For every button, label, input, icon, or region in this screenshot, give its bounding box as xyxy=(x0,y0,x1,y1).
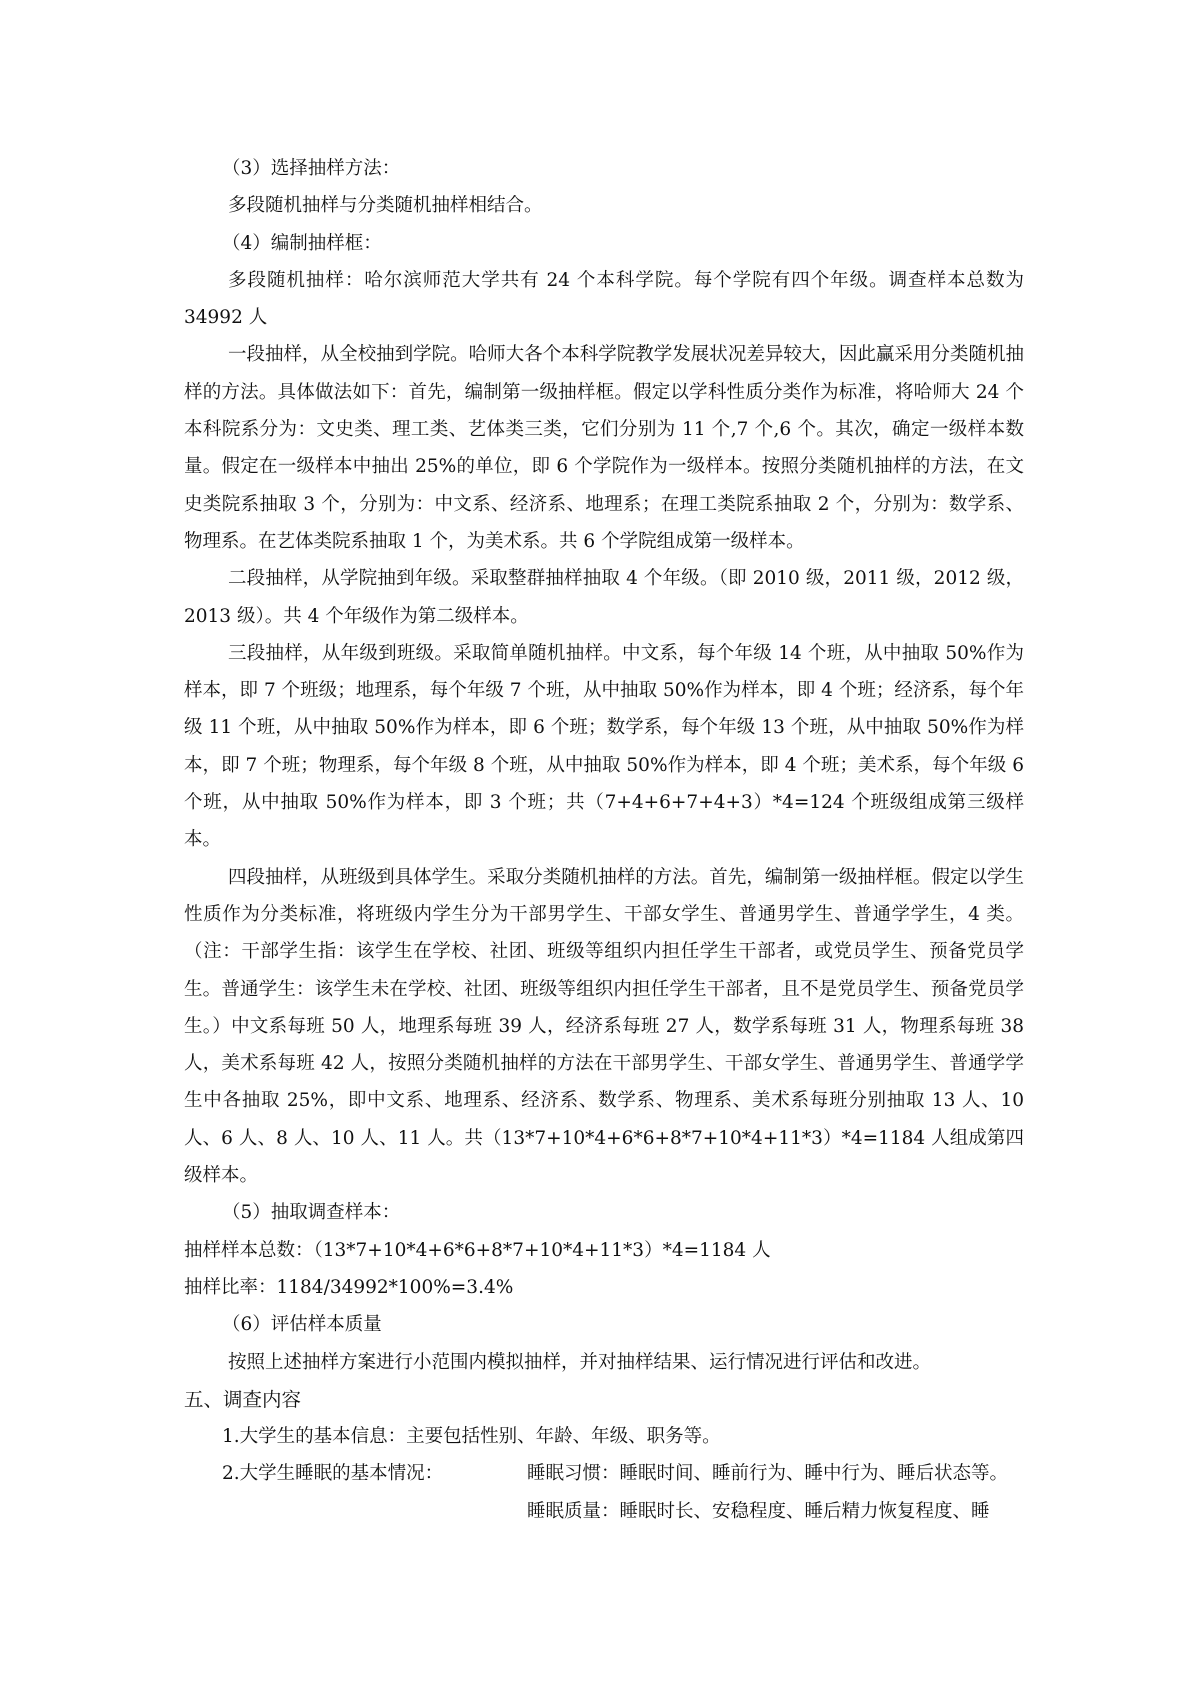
stage-3-paragraph: 三段抽样，从年级到班级。采取简单随机抽样。中文系，每个年级 14 个班，从中抽取 50%作为样本，即 7 个班级；地理系，每个年级 7 个班，从中抽取 50%作为样本，即 4 个班；经济系，每个年级 11 个班，从中抽取 50%作为样本，即 6 个班；数学系，每个年级 13 个班，从中抽取 50%作为样本，即 7 个班；物理系，每个年级 8 个班，从中抽取 50%作为样本，即 4 个班；美术系，每个年级 6 个班，从中抽取 50%作为样本，即 3 个班；共（7+4+6+7+4+3）*4=124 个班级组成第三级样本。 xyxy=(184,642,1024,851)
step-6-heading: （6）评估样本质量 xyxy=(222,1314,382,1336)
sample-total: 抽样样本总数：（13*7+10*4+6*6+8*7+10*4+11*3）*4=1184 人 xyxy=(184,1239,771,1261)
sleep-habit-line: 睡眠习惯：睡眠时间、睡前行为、睡中行为、睡后状态等。 xyxy=(527,1463,1009,1485)
stage-2-paragraph: 二段抽样，从学院抽到年级。采取整群抽样抽取 4 个年级。（即 2010 级，2011 级，2012 级，2013 级）。共 4 个年级作为第二级样本。 xyxy=(184,568,1024,627)
content-item-2-label: 2.大学生睡眠的基本情况： xyxy=(222,1463,444,1485)
content-item-2-details xyxy=(527,1455,1024,1530)
content-item-2 xyxy=(184,1455,1024,1530)
sleep-quality-line: 睡眠质量：睡眠时长、安稳程度、睡后精力恢复程度、睡 xyxy=(527,1500,990,1522)
section-heading: 五、调查内容 xyxy=(184,1387,302,1411)
step-3-text: 多段随机抽样与分类随机抽样相结合。 xyxy=(228,195,543,217)
sample-ratio: 抽样比率：1184/34992*100%=3.4% xyxy=(184,1276,514,1298)
stage-4-paragraph: 四段抽样，从班级到具体学生。采取分类随机抽样的方法。首先，编制第一级抽样框。假定以学生性质作为分类标准，将班级内学生分为干部男学生、干部女学生、普通男学生、普通学学生，4 类。（注：干部学生指：该学生在学校、社团、班级等组织内担任学生干部者，或党员学生、预备党员学生。普通学生：该学生未在学校、社团、班级等组织内担任学生干部者，且不是党员学生、预备党员学生。）中文系每班 50 人，地理系每班 39 人，经济系每班 27 人，数学系每班 31 人，物理系每班 38 人，美术系每班 42 人，按照分类随机抽样的方法在干部男学生、干部女学生、普通男学生、普通学学生中各抽取 25%，即中文系、地理系、经济系、数学系、物理系、美术系每班分别抽取 13 人、10 人、6 人、8 人、10 人、11 人。共（13*7+10*4+6*6+8*7+10*4+11*3）*4=1184 人组成第四级样本。 xyxy=(184,866,1024,1187)
multistage-intro: 多段随机抽样：哈尔滨师范大学共有 24 个本科学院。每个学院有四个年级。调查样本总数为 34992 人 xyxy=(184,269,1024,329)
step-3-heading: （3）选择抽样方法： xyxy=(222,158,401,179)
document-body xyxy=(184,150,1024,1530)
stage-1-paragraph: 一段抽样，从全校抽到学院。哈师大各个本科学院教学发展状况差异较大，因此赢采用分类随机抽样的方法。具体做法如下：首先，编制第一级抽样框。假定以学科性质分类作为标准，将哈师大 24 个本科院系分为：文史类、理工类、艺体类三类，它们分别为 11 个,7 个,6 个。其次，确定一级样本数量。假定在一级样本中抽出 25%的单位，即 6 个学院作为一级样本。按照分类随机抽样的方法，在文史类院系抽取 3 个，分别为：中文系、经济系、地理系；在理工类院系抽取 2 个，分别为：数学系、物理系。在艺体类院系抽取 1 个，为美术系。共 6 个学院组成第一级样本。 xyxy=(184,344,1024,552)
step-4-heading: （4）编制抽样框： xyxy=(222,232,382,254)
step-5-heading: （5）抽取调查样本： xyxy=(222,1202,401,1224)
step-6-text: 按照上述抽样方案进行小范围内模拟抽样，并对抽样结果、运行情况进行评估和改进。 xyxy=(228,1351,932,1373)
content-item-1: 1.大学生的基本信息：主要包括性别、年龄、年级、职务等。 xyxy=(222,1426,721,1448)
